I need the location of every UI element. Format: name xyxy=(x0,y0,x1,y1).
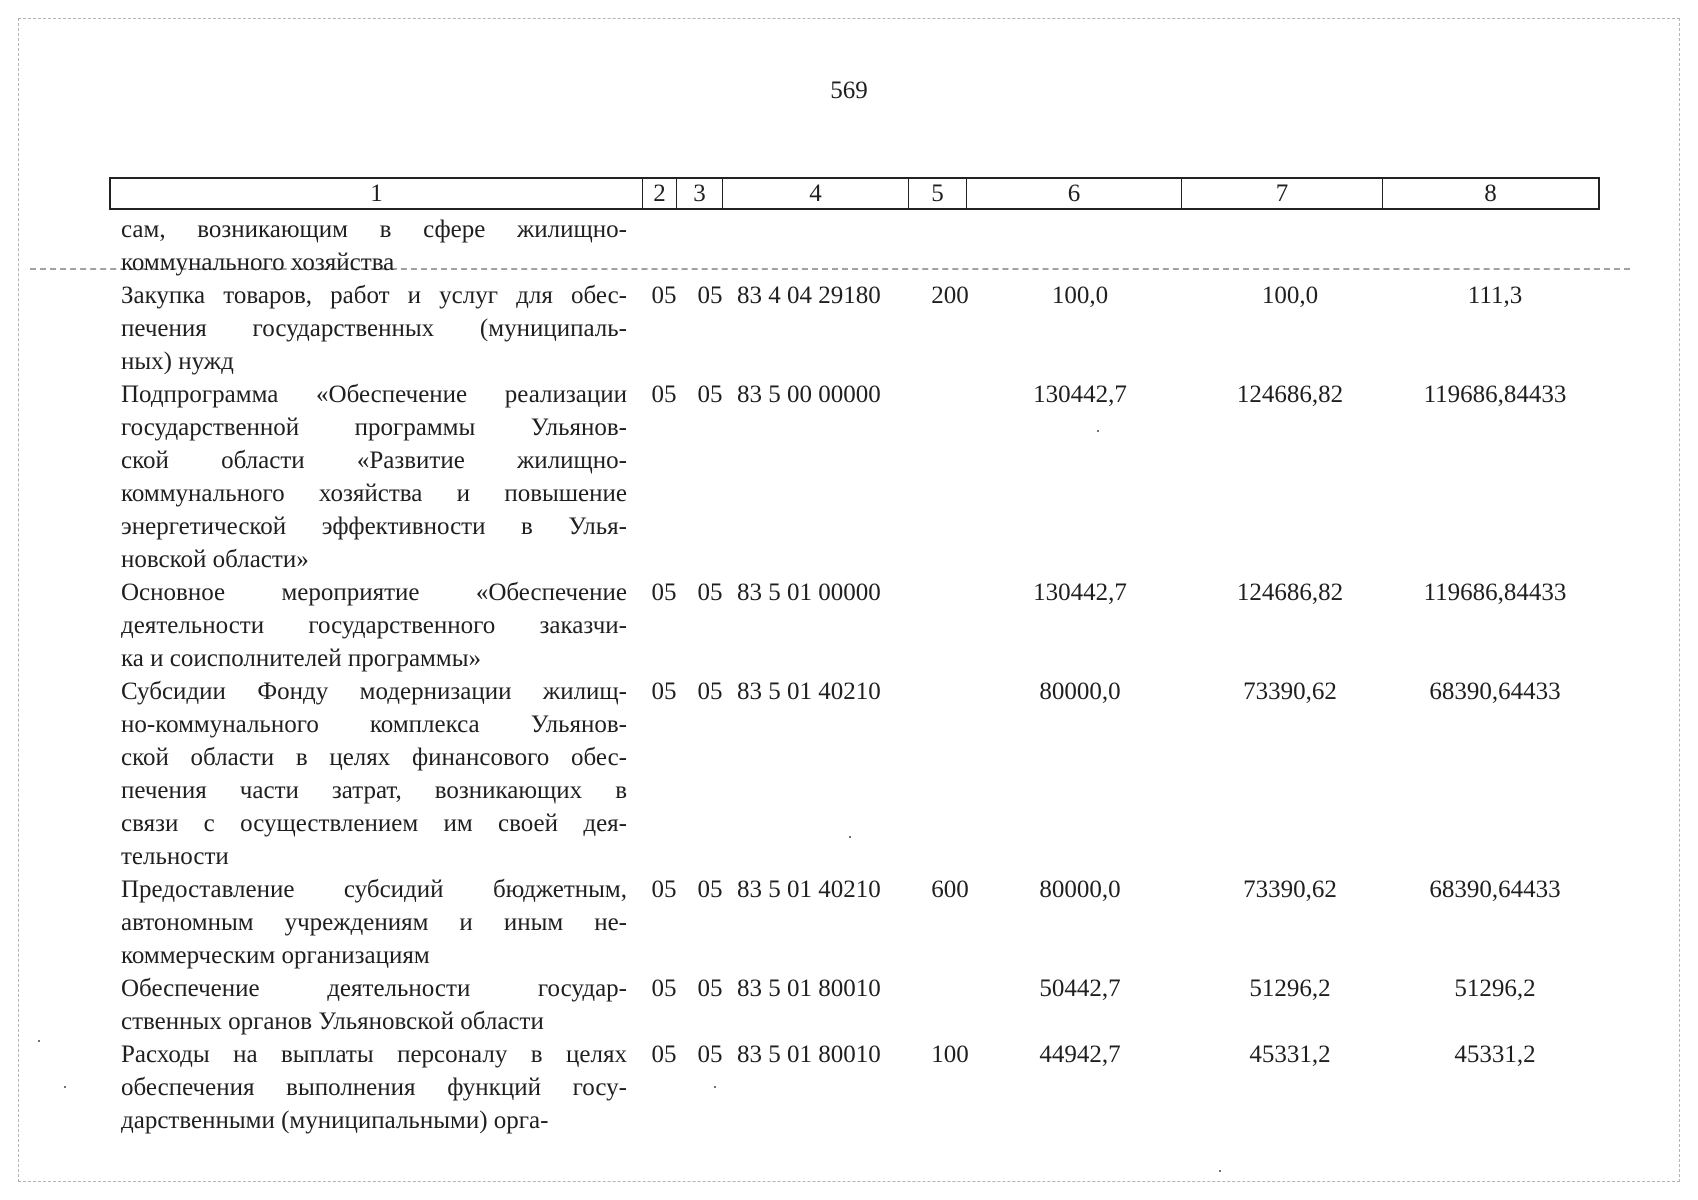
scan-speck xyxy=(849,836,851,838)
cell-col-4: 83 5 01 40210 xyxy=(737,876,881,903)
row-description xyxy=(121,576,627,675)
cell-col-2: 05 xyxy=(651,876,677,903)
header-col-3: 3 xyxy=(677,179,723,208)
description-line: государственной программы Ульянов- xyxy=(121,414,627,441)
header-col-5: 5 xyxy=(909,179,967,208)
description-line: ской области в целях финансового обес- xyxy=(121,744,627,771)
cell-col-4: 83 5 01 00000 xyxy=(737,579,881,606)
cell-col-7: 45331,2 xyxy=(1249,1041,1331,1068)
cell-col-4: 83 5 01 80010 xyxy=(737,975,881,1002)
page-number: 569 xyxy=(830,77,868,104)
cell-col-7: 100,0 xyxy=(1261,282,1319,309)
cell-col-7: 124686,82 xyxy=(1236,381,1344,408)
description-line: Подпрограмма «Обеспечение реализации xyxy=(121,381,627,408)
header-col-2: 2 xyxy=(643,179,677,208)
cell-col-3: 05 xyxy=(697,282,723,309)
description-line: ных) нужд xyxy=(121,348,234,375)
row-description xyxy=(121,213,627,279)
description-line: Субсидии Фонду модернизации жилищ- xyxy=(121,678,627,705)
cell-col-2: 05 xyxy=(651,678,677,705)
cell-col-8: 119686,84433 xyxy=(1423,579,1567,606)
cell-col-5: 600 xyxy=(931,876,969,903)
cell-col-6: 50442,7 xyxy=(1039,975,1121,1002)
cell-col-7: 51296,2 xyxy=(1249,975,1331,1002)
description-line: связи с осуществлением им своей дея- xyxy=(121,810,627,837)
header-col-1: 1 xyxy=(111,179,643,208)
cell-col-8: 51296,2 xyxy=(1454,975,1536,1002)
cell-col-6: 80000,0 xyxy=(1039,678,1121,705)
header-col-4: 4 xyxy=(723,179,909,208)
description-line: Расходы на выплаты персоналу в целях xyxy=(121,1041,627,1068)
row-description xyxy=(121,1038,627,1137)
scan-speck xyxy=(38,1040,40,1042)
cell-col-3: 05 xyxy=(697,975,723,1002)
scan-speck xyxy=(714,1086,716,1088)
description-line: ской области «Развитие жилищно- xyxy=(121,447,627,474)
cell-col-4: 83 4 04 29180 xyxy=(737,282,881,309)
cell-col-2: 05 xyxy=(651,579,677,606)
description-line: коммунального хозяйства xyxy=(121,249,395,276)
cell-col-2: 05 xyxy=(651,282,677,309)
cell-col-7: 124686,82 xyxy=(1236,579,1344,606)
cell-col-3: 05 xyxy=(697,579,723,606)
cell-col-4: 83 5 01 40210 xyxy=(737,678,881,705)
description-line: ка и соисполнителей программы» xyxy=(121,645,481,672)
description-line: новской области» xyxy=(121,546,309,573)
description-line: но-коммунального комплекса Ульянов- xyxy=(121,711,627,738)
row-description xyxy=(121,378,627,576)
cell-col-4: 83 5 01 80010 xyxy=(737,1041,881,1068)
cell-col-5: 100 xyxy=(931,1041,969,1068)
description-line: Обеспечение деятельности государ- xyxy=(121,975,627,1002)
description-line: энергетической эффективности в Улья- xyxy=(121,513,627,540)
cell-col-3: 05 xyxy=(697,381,723,408)
cell-col-8: 119686,84433 xyxy=(1423,381,1567,408)
cell-col-4: 83 5 00 00000 xyxy=(737,381,881,408)
cell-col-6: 100,0 xyxy=(1051,282,1109,309)
scan-speck xyxy=(1219,1170,1221,1172)
header-col-6: 6 xyxy=(967,179,1182,208)
row-description xyxy=(121,279,627,378)
cell-col-6: 130442,7 xyxy=(1033,579,1127,606)
scan-speck xyxy=(64,1086,66,1088)
cell-col-8: 111,3 xyxy=(1467,282,1523,309)
header-col-8: 8 xyxy=(1484,180,1497,207)
description-line: дарственными (муниципальными) орга- xyxy=(121,1107,549,1134)
cell-col-6: 44942,7 xyxy=(1039,1041,1121,1068)
cell-col-2: 05 xyxy=(651,975,677,1002)
cell-col-6: 130442,7 xyxy=(1033,381,1127,408)
header-col-7: 7 xyxy=(1182,179,1383,208)
row-description xyxy=(121,675,627,873)
cell-col-7: 73390,62 xyxy=(1243,678,1337,705)
cell-col-2: 05 xyxy=(651,381,677,408)
row-description xyxy=(121,873,627,972)
cell-col-5: 200 xyxy=(931,282,969,309)
cell-col-7: 73390,62 xyxy=(1243,876,1337,903)
cell-col-3: 05 xyxy=(697,1041,723,1068)
cell-col-8: 68390,64433 xyxy=(1429,876,1561,903)
description-line: коммунального хозяйства и повышение xyxy=(121,480,627,507)
scan-speck xyxy=(1097,430,1099,432)
description-line: деятельности государственного заказчи- xyxy=(121,612,627,639)
description-line: сам, возникающим в сфере жилищно- xyxy=(121,216,627,243)
row-description xyxy=(121,972,627,1038)
description-line: печения государственных (муниципаль- xyxy=(121,315,627,342)
cell-col-2: 05 xyxy=(651,1041,677,1068)
description-line: ственных органов Ульяновской области xyxy=(121,1008,544,1035)
description-line: Закупка товаров, работ и услуг для обес- xyxy=(121,282,627,309)
cell-col-3: 05 xyxy=(697,678,723,705)
cell-col-8: 68390,64433 xyxy=(1429,678,1561,705)
cell-col-8: 45331,2 xyxy=(1454,1041,1536,1068)
description-line: тельности xyxy=(121,843,229,870)
description-line: Основное мероприятие «Обеспечение xyxy=(121,579,627,606)
description-line: автономным учреждениям и иным не- xyxy=(121,909,627,936)
description-line: Предоставление субсидий бюджетным, xyxy=(121,876,627,903)
cell-col-6: 80000,0 xyxy=(1039,876,1121,903)
description-line: печения части затрат, возникающих в xyxy=(121,777,627,804)
description-line: коммерческим организациям xyxy=(121,942,430,969)
description-line: обеспечения выполнения функций госу- xyxy=(121,1074,627,1101)
cell-col-3: 05 xyxy=(697,876,723,903)
